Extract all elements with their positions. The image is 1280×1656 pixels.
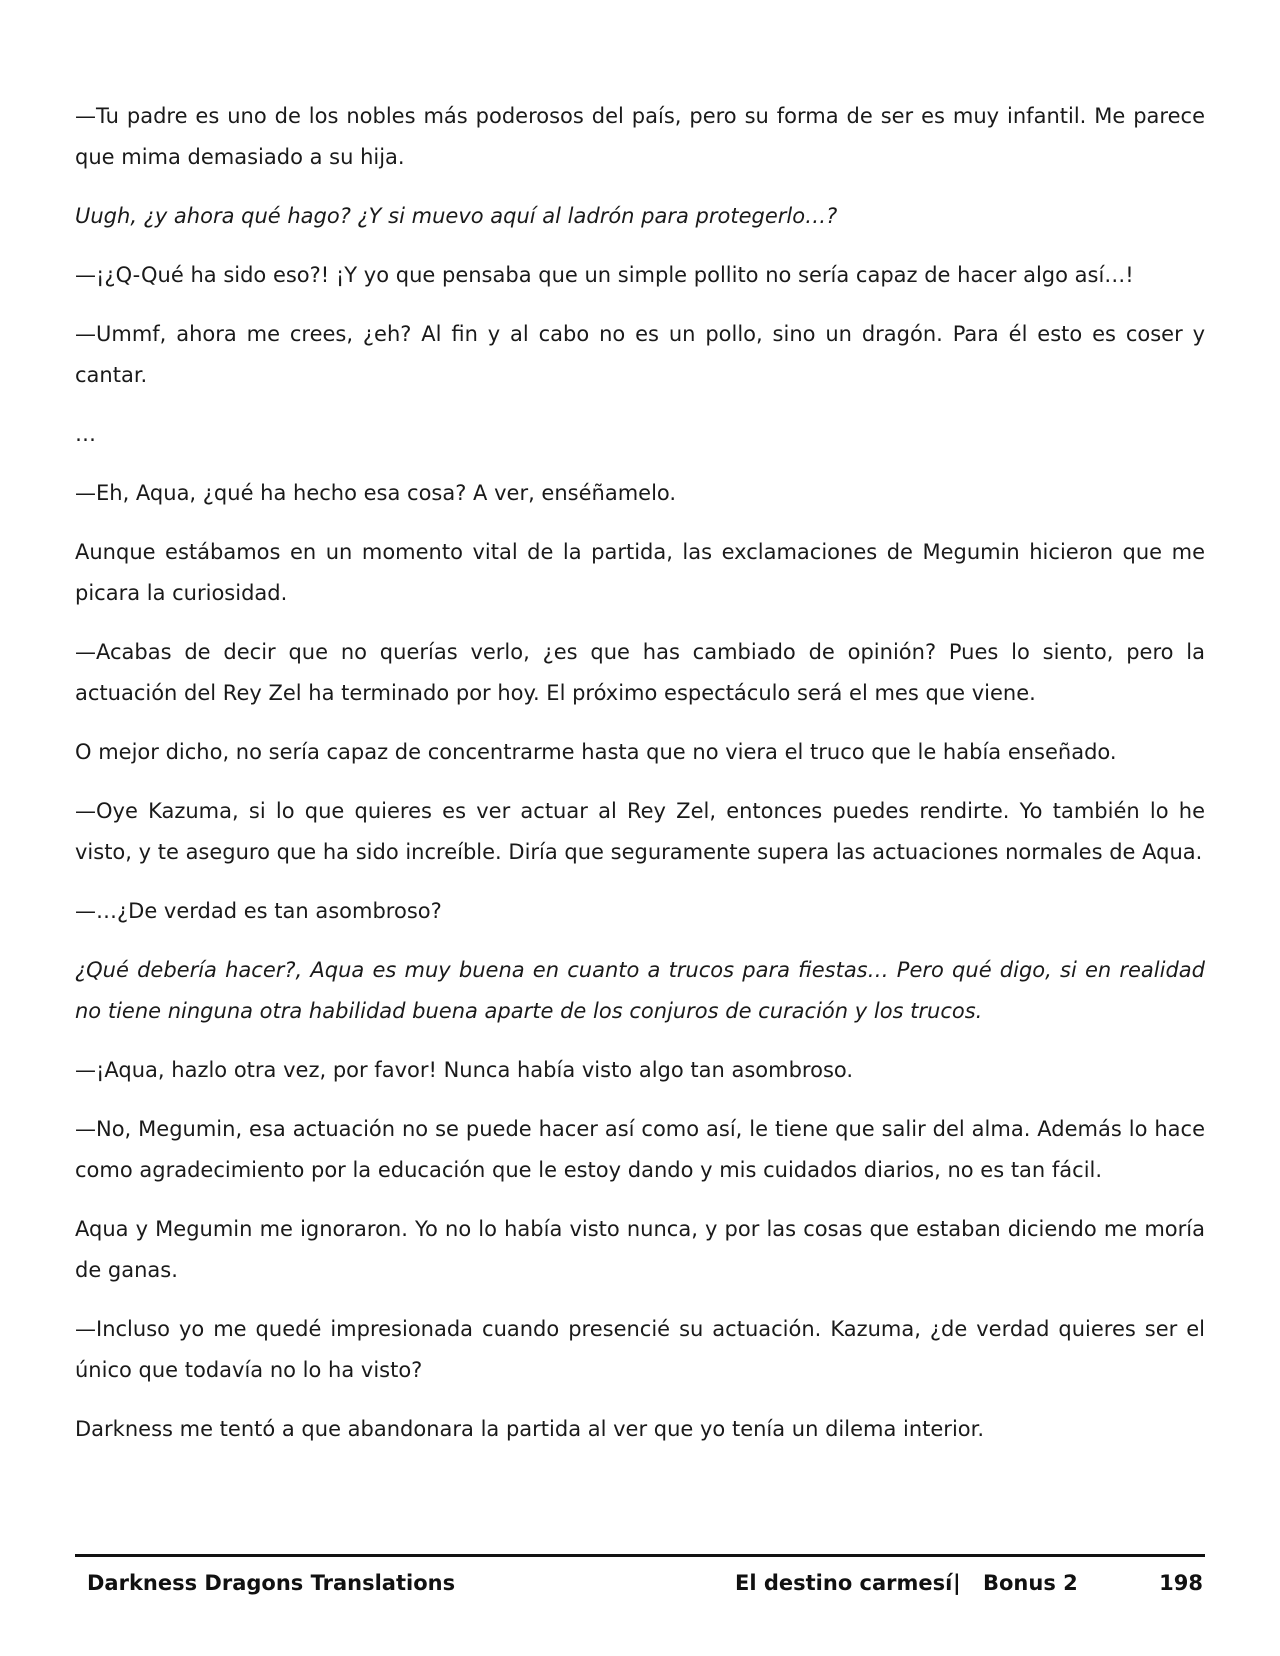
- paragraph: Uugh, ¿y ahora qué hago? ¿Y si muevo aquí al ladrón para protegerlo…?: [75, 204, 838, 228]
- paragraph: O mejor dicho, no sería capaz de concentrarme hasta que no viera el truco que le había enseñado.: [75, 740, 1117, 764]
- paragraph: —Acabas de decir que no querías verlo, ¿es que has cambiado de opinión? Pues lo siento, pero la actuación del Rey Zel ha terminado por hoy. El próximo espectáculo será el mes que viene.: [75, 640, 1205, 705]
- paragraph: ¿Qué debería hacer?, Aqua es muy buena en cuanto a trucos para fiestas… Pero qué digo, si en realidad no tiene ninguna otra habilidad buena aparte de los conjuros de curación y los trucos.: [75, 958, 1205, 1023]
- page-footer: [75, 1554, 1205, 1614]
- paragraph: —¡Aqua, hazlo otra vez, por favor! Nunca había visto algo tan asombroso.: [75, 1058, 854, 1082]
- paragraph: —Ummf, ahora me crees, ¿eh? Al fin y al cabo no es un pollo, sino un dragón. Para él esto es coser y cantar.: [75, 322, 1205, 387]
- paragraph: —Eh, Aqua, ¿qué ha hecho esa cosa? A ver, enséñamelo.: [75, 481, 677, 505]
- page-body: [75, 96, 1205, 1468]
- footer-rule: [75, 1554, 1205, 1557]
- paragraph: —Incluso yo me quedé impresionada cuando presencié su actuación. Kazuma, ¿de verdad quieres ser el único que todavía no lo ha visto?: [75, 1317, 1205, 1382]
- paragraph: —…¿De verdad es tan asombroso?: [75, 899, 442, 923]
- footer-separator: |: [953, 1571, 961, 1595]
- paragraph: —Oye Kazuma, si lo que quieres es ver actuar al Rey Zel, entonces puedes rendirte. Yo también lo he visto, y te aseguro que ha sido increíble. Diría que seguramente supera las actuaciones normales de Aqua.: [75, 799, 1205, 864]
- paragraph: …: [75, 422, 96, 446]
- page-number: 198: [1159, 1571, 1203, 1595]
- paragraph: Aqua y Megumin me ignoraron. Yo no lo había visto nunca, y por las cosas que estaban diciendo me moría de ganas.: [75, 1217, 1205, 1282]
- footer-book-title: El destino carmesí: [735, 1571, 953, 1595]
- paragraph: —¡¿Q-Qué ha sido eso?! ¡Y yo que pensaba que un simple pollito no sería capaz de hacer algo así…!: [75, 263, 1134, 287]
- footer-section: Bonus 2: [983, 1571, 1078, 1595]
- paragraph: —No, Megumin, esa actuación no se puede hacer así como así, le tiene que salir del alma. Además lo hace como agradecimiento por la educación que le estoy dando y mis cuidados diarios, no es tan fácil.: [75, 1117, 1205, 1182]
- paragraph: Aunque estábamos en un momento vital de la partida, las exclamaciones de Megumin hicieron que me picara la curiosidad.: [75, 540, 1205, 605]
- paragraph: —Tu padre es uno de los nobles más poderosos del país, pero su forma de ser es muy infantil. Me parece que mima demasiado a su hija.: [75, 104, 1205, 169]
- paragraph: Darkness me tentó a que abandonara la partida al ver que yo tenía un dilema interior.: [75, 1417, 985, 1441]
- footer-translator: Darkness Dragons Translations: [87, 1571, 456, 1595]
